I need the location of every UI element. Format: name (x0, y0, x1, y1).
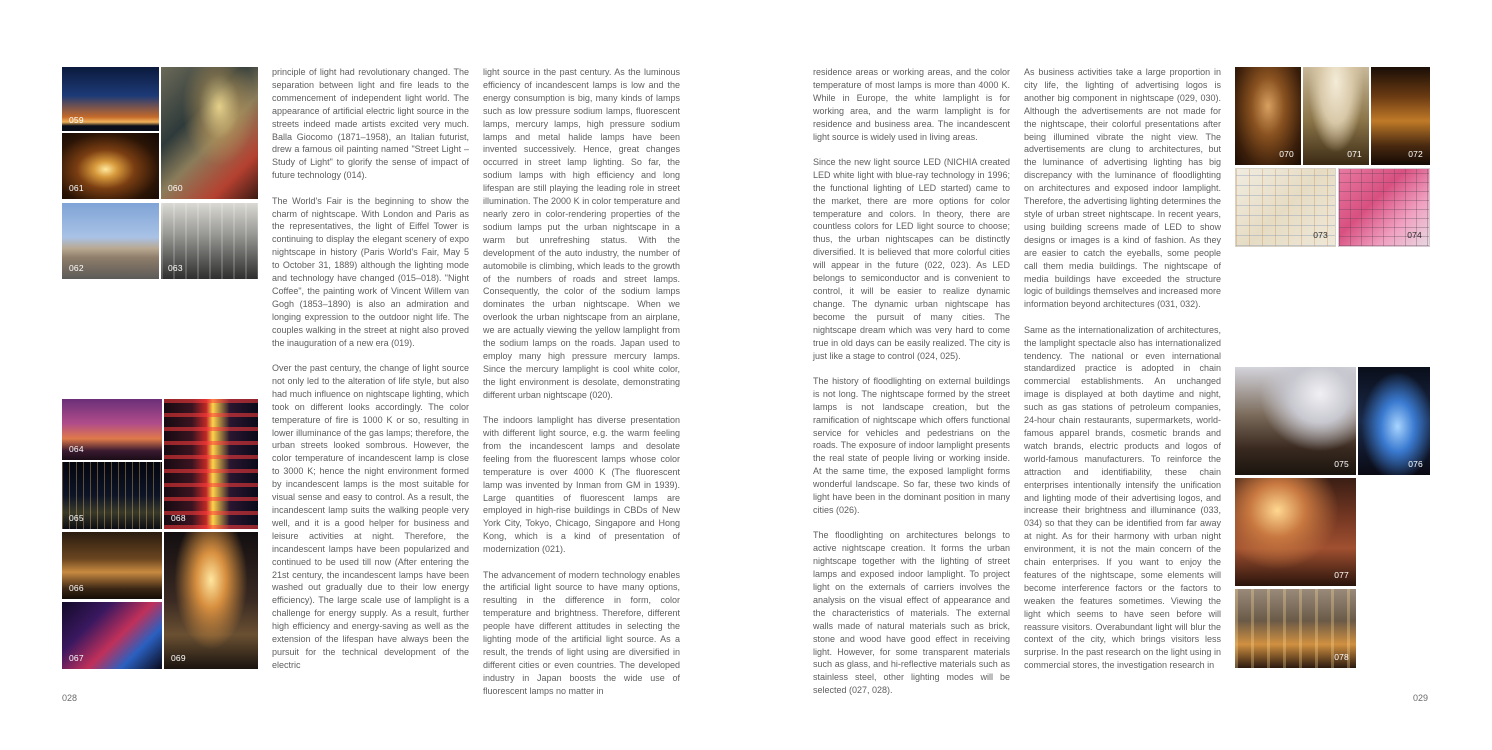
paragraph: Over the past century, the change of light source not only led to the alteration of life style, but also had much influence on nightscape lighting, which took on different looks accordingly. The color temperature of fire is 1000 K or so, resulting in lower illuminance of the gas lamps; therefore, the urban streets looked sombrous. However, the color temperature of incandescent lamp is close to 3000 K; hence the night environment formed by incandescent lamps is the most suitable for visual sense and easy to control. As a result, the incandescent lamp suits the walking people very well, and it is a good helper for business and leisure activities at night. Therefore, the incandescent lamps have been popularized and continued to be used till now (After entering the 21st century, the incandescent lamps have been washed out gradually due to their low energy efficiency). The large scale use of lamplight is a challenge for energy supply. As a result, further high efficiency and energy-saving as well as the extension of the lifespan have always been the pursuit for the technical development of the electric (272, 363, 469, 670)
photo-073 (1235, 168, 1336, 247)
photo-number: 075 (1334, 459, 1349, 469)
paragraph: Since the new light source LED (NICHIA created LED white light with blue-ray technology in 1996; the functional lighting of LED started) came to the market, there are more options for color temperature and colors. In theory, there are countless colors for LED light source to choose; thus, the urban nightscapes can be distinctly diversified. It is believed that more colorful cities will appear in the future (022, 023). As LED belongs to semiconductor and is convenient to control, it will be easier to realize dynamic change. The dynamic urban nightscape has become the pursuit of many cities. The nightscape dream which was very hard to come true in old days can be easily realized. The city is just like a stage to control (024, 025). (813, 156, 1010, 361)
photo-063 (161, 203, 258, 279)
paragraph: The history of floodlighting on external buildings is not long. The nightscape formed by the street lamps is not landscape creation, but the ramification of nightscape which offers functional service for vehicles and pedestrians on the roads. The exposure of indoor lamplight presents the real state of people living or working inside. At the same time, the exposed lamplight forms wonderful landscape. So far, these two kinds of light have been in the dominant position in many cities (026). (813, 375, 1010, 515)
photo-number: 065 (69, 513, 84, 523)
photo-number: 077 (1334, 570, 1349, 580)
photo-069 (164, 532, 258, 669)
photo-072 (1371, 67, 1430, 165)
text-column-3 (813, 66, 1010, 696)
paragraph: The indoors lamplight has diverse presentation with different light source, e.g. the warm feeling from the incandescent lamps and desolate feeling from the fluorescent lamps whose color temperature is over 4000 K (The fluorescent lamp was invented by Inman from GM in 1939). Large quantities of fluorescent lamps are employed in high-rise buildings in CBDs of New York City, Tokyo, Chicago, Singapore and Hong Kong, which is a kind of presentation of modernization (021). (483, 415, 680, 555)
photo-number: 061 (69, 183, 84, 193)
photo-number: 067 (69, 653, 84, 663)
paragraph: residence areas or working areas, and the color temperature of most lamps is more than 4000 K. While in Europe, the white lamplight is for working area, and the warm lamplight is for residence and business area. The incandescent light source is widely used in living areas. (813, 67, 1010, 142)
photo-071 (1303, 67, 1369, 165)
photo-064 (62, 399, 162, 460)
photo-number: 078 (1334, 652, 1349, 662)
photo-number: 074 (1407, 230, 1422, 240)
paragraph: As business activities take a large proportion in city life, the lighting of advertising logos is another big component in nightscape (029, 030). Although the advertisements are not made for the nightscape, their colorful presentations after being illumined vibrate the night view. The advertisements are clung to architectures, but the luminance of advertising lighting has big discrepancy with the luminance of floodlighting on architectures and exposed indoor lamplight. Therefore, the advertising lighting determines the style of urban street nightscape. In recent years, using building screens made of LED to show designs or images is a kind of fashion. As they are easier to catch the eyeballs, some people call them media buildings. The nightscape of media buildings have exceeded the structure logic of buildings themselves and increased more information beyond architectures (031, 032). (1024, 67, 1221, 310)
photo-074 (1338, 168, 1430, 247)
photo-number: 069 (171, 653, 186, 663)
photo-061 (62, 133, 159, 199)
photo-075 (1235, 367, 1356, 475)
photo-078 (1235, 589, 1356, 668)
photo-066 (62, 532, 162, 599)
photo-number: 062 (69, 263, 84, 273)
paragraph: Same as the internationalization of architectures, the lamplight spectacle also has internationalized tendency. The national or even international standardized practice is adopted in chain commercial establishments. An unchanged image is displayed at both daytime and night, such as gas stations of petroleum companies, 24-hour chain restaurants, supermarkets, world-famous apparel brands, cosmetic brands and watch brands, electric products and logos of world-famous manufacturers. To reinforce the attraction and identifiability, these chain enterprises intentionally intensify the unification and lighting mode of their advertising logos, and increase their brightness and illuminance (033, 034) so that they can be identified from far away at night. As for their harmony with urban night environment, it is not the main concern of the chain enterprises. If you want to enjoy the features of the nightscape, some elements will become interference factors or the factors to weaken the features sometimes. Viewing the light which seems to have seen before will reassure visitors. Overabundant light will blur the context of the city, which brings visitors less surprise. In the past research on the light using in commercial stores, the investigation research in (1024, 324, 1221, 671)
photo-060 (161, 67, 258, 199)
paragraph: The World's Fair is the beginning to show the charm of nightscape. With London and Paris as the representatives, the light of Eiffel Tower is continuing to display the elegant scenery of expo nightscape in history (Paris World's Fair, May 5 to October 31, 1889) although the lighting mode and technology have changed (015–018). "Night Coffee", the painting work of Vincent Willem van Gogh (1853–1890) is also an admiration and longing expression to the outdoor night life. The couples walking in the street at night also proved the inauguration of a new era (019). (272, 195, 469, 348)
text-column-2 (483, 66, 680, 696)
photo-068 (164, 399, 258, 529)
photo-067 (62, 602, 162, 669)
page-number-left: 028 (62, 693, 78, 703)
photo-number: 060 (168, 183, 183, 193)
photo-number: 064 (69, 444, 84, 454)
paragraph: principle of light had revolutionary changed. The separation between light and fire leads to the commencement of independent light world. The appearance of artificial electric light source in the streets indeed made artists excited very much. Balla Giocomo (1871–1958), an Italian futurist, drew a famous oil painting named "Street Light – Study of Light" to glorify the sense of impact of future technology (014). (272, 67, 469, 181)
text-column-1 (272, 66, 469, 674)
photo-number: 068 (171, 513, 186, 523)
photo-number: 070 (1279, 149, 1294, 159)
paragraph: The advancement of modern technology enables the artificial light source to have many options, resulting in the difference in form, color temperature and brightness. Therefore, different people have different attitudes in selecting the lighting mode of the artificial light source. As a result, the trends of light using are diversified in different cities or even countries. The developed industry in Japan boosts the wide use of fluorescent lamps no matter in (483, 569, 680, 696)
text-column-4 (1024, 66, 1221, 674)
photo-077 (1235, 478, 1356, 586)
photo-070 (1235, 67, 1301, 165)
photo-number: 072 (1408, 149, 1423, 159)
paragraph: light source in the past century. As the luminous efficiency of incandescent lamps is low and the energy consumption is big, many kinds of lamps such as low pressure sodium lamps, fluorescent lamps, mercury lamps, high pressure sodium lamps and metal halide lamps have been invented successively. Hence, great changes occurred in street lamp lighting. So far, the sodium lamps with high efficiency and long lifespan are still playing the leading role in street illumination. The 2000 K in color temperature and nearly zero in color-rendering properties of the sodium lamps put the urban nightscape in a warm but unrefreshing status. With the development of the auto industry, the number of automobile is climbing, which leads to the growth of the numbers of roads and street lamps. Consequently, the color of the sodium lamps dominates the urban nightscape. When we overlook the urban nightscape from an airplane, we are actually viewing the yellow lamplight from the sodium lamps on the roads. Japan used to employ many high pressure mercury lamps. Since the mercury lamplight is cool white color, the light environment is desolate, demonstrating different urban nightscape (020). (483, 67, 680, 400)
photo-number: 076 (1408, 459, 1423, 469)
photo-059 (62, 67, 159, 131)
photo-062 (62, 203, 159, 279)
paragraph: The floodlighting on architectures belongs to active nightscape creation. It forms the urban nightscape together with the lighting of street lamps and exposed indoor lamplight. To project light on the externals of carriers involves the analysis on the visual effect of appearance and the characteristics of materials. The external walls made of natural materials such as brick, stone and wood have good effect in receiving light. However, for some transparent materials such as glass, and hi-reflective materials such as stainless steel, other lighting modes will be selected (027, 028). (813, 530, 1010, 696)
photo-076 (1358, 367, 1430, 475)
photo-number: 059 (69, 115, 84, 125)
photo-number: 073 (1313, 230, 1328, 240)
photo-number: 066 (69, 583, 84, 593)
photo-number: 071 (1347, 149, 1362, 159)
photo-number: 063 (168, 263, 183, 273)
photo-065 (62, 462, 162, 529)
page-number-right: 029 (1413, 693, 1429, 703)
